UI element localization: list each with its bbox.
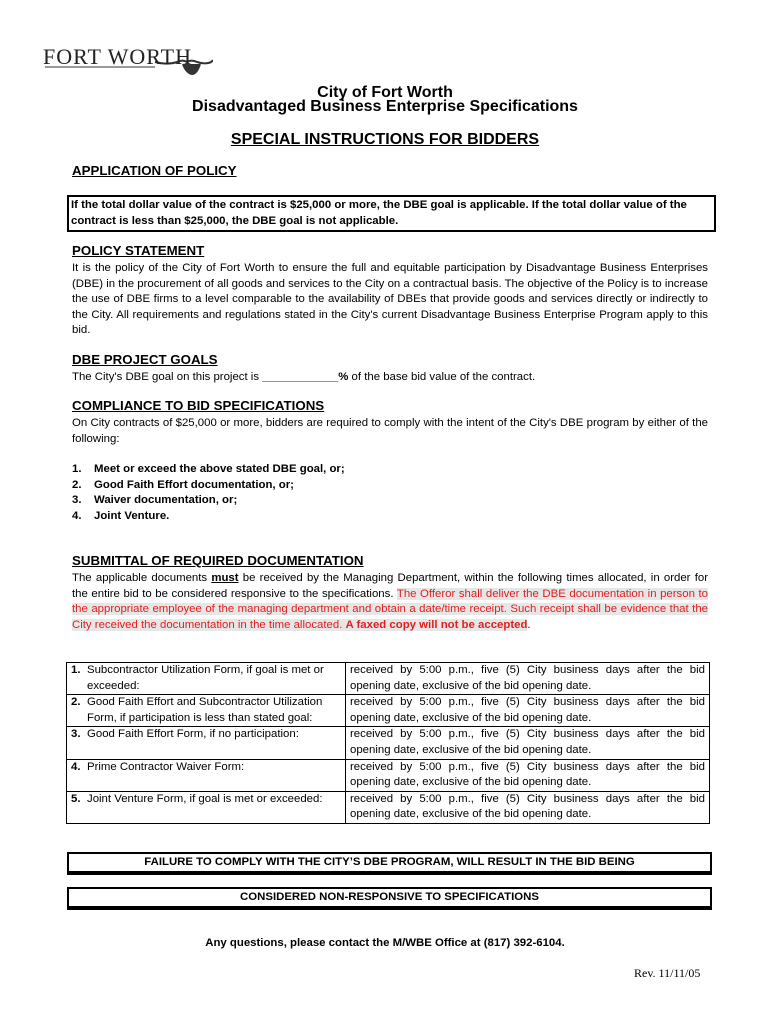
list-item: 2. Good Faith Effort documentation, or; [72, 478, 294, 491]
application-policy-box: If the total dollar value of the contract is $25,000 or more, the DBE goal is applicable. If the total dollar value of the contract is less than $25,000, the DBE goal is not applicable. [67, 195, 716, 232]
table-row: 5. Joint Venture Form, if goal is met or exceeded: received by 5:00 p.m., five (5) City business days after the bid opening date, exclusive of the bid opening date. [67, 791, 710, 823]
form-name: Good Faith Effort Form, if no participation: [87, 728, 299, 741]
list-item: 1. Meet or exceed the above stated DBE goal, or; [72, 463, 345, 475]
goal-percent-blank: ____________% [262, 371, 349, 383]
form-name: Subcontractor Utilization Form, if goal is met or exceeded: [87, 664, 324, 692]
goals-text-after: of the base bid value of the contract. [348, 371, 536, 383]
compliance-text: On City contracts of $25,000 or more, bidders are required to comply with the intent of the City's DBE program by either of the following: [72, 417, 708, 445]
submittal-heading: SUBMITTAL OF REQUIRED DOCUMENTATION [72, 553, 364, 568]
table-row: 2. Good Faith Effort and Subcontractor Utilization Form, if participation is less than stated goal: received by 5:00 p.m., five (5) City business days after the bid opening date, exclusive of the bid opening date. [67, 695, 710, 727]
fax-warning: A faxed copy will not be accepted [345, 618, 528, 631]
form-name: Joint Venture Form, if goal is met or exceeded: [87, 792, 323, 805]
delivery-requirement-highlight: The Offeror shall deliver the DBE documentation in person to the appropriate employee of the managing department and obtain a date/time receipt. Such receipt shall be evidence that the City received the documentation in the time allocated. A faxed copy will not be accepted [72, 587, 708, 631]
deadline: received by 5:00 p.m., five (5) City business days after the bid opening date, exclusive of the bid opening date. [350, 792, 705, 821]
contact-line: Any questions, please contact the M/WBE Office at (817) 392-6104. [205, 937, 565, 949]
goals-heading: DBE PROJECT GOALS [72, 352, 218, 367]
goals-text-before: The City's DBE goal on this project is [72, 371, 263, 383]
revision-date: Rev. 11/11/05 [634, 966, 701, 980]
submittal-text: The applicable documents must be received by the Managing Department, within the following times allocated, in order for the entire bid to be considered responsive to the specifications. The Offeror shall deliver the DBE documentation in person to the appropriate employee of the managing department and obtain a date/time receipt. Such receipt shall be evidence that the City received the documentation in the time allocated. A faxed copy will not be accepted. [72, 572, 708, 631]
policy-heading: POLICY STATEMENT [72, 243, 205, 258]
warning-bar-2: CONSIDERED NON-RESPONSIVE TO SPECIFICATIONS [67, 887, 712, 910]
deadline: received by 5:00 p.m., five (5) City business days after the bid opening date, exclusive of the bid opening date. [350, 760, 705, 789]
form-name: Prime Contractor Waiver Form: [87, 760, 245, 773]
compliance-options-list [72, 462, 345, 524]
goals-text [72, 370, 708, 386]
compliance-heading: COMPLIANCE TO BID SPECIFICATIONS [72, 398, 325, 413]
warning-bar-1: FAILURE TO COMPLY WITH THE CITY’S DBE PROGRAM, WILL RESULT IN THE BID BEING [67, 852, 712, 875]
instructions-title: SPECIAL INSTRUCTIONS FOR BIDDERS [230, 131, 540, 148]
list-item: 4. Joint Venture. [72, 509, 170, 522]
logo-text: FORT WORTH [43, 44, 192, 69]
table-row: 4. Prime Contractor Waiver Form: received by 5:00 p.m., five (5) City business days after the bid opening date, exclusive of the bid opening date. [67, 759, 710, 791]
deadline: received by 5:00 p.m., five (5) City business days after the bid opening date, exclusive of the bid opening date. [350, 728, 705, 756]
deadline: received by 5:00 p.m., five (5) City business days after the bid opening date, exclusive of the bid opening date. [350, 664, 705, 692]
policy-text: It is the policy of the City of Fort Worth to ensure the full and equitable participation by Disadvantage Business Enterprises (DBE) in the procurement of all goods and services to the City on a contractual basis. The objective of the Policy is to increase the use of DBE firms to a level comparable to the availability of DBEs that provide goods and services directly or indirectly to the City. All requirements and regulations stated in the City's current Disadvantage Business Enterprise Program apply to this bid. [72, 262, 708, 337]
list-item: 3. Waiver documentation, or; [72, 494, 238, 507]
table-row: 1. Subcontractor Utilization Form, if goal is met or exceeded: received by 5:00 p.m., five (5) City business days after the bid opening date, exclusive of the bid opening date. [67, 663, 710, 695]
form-name: Good Faith Effort and Subcontractor Utilization Form, if participation is less than stated goal: [87, 696, 323, 724]
city-title: City of Fort Worth [317, 84, 453, 101]
spec-title: Disadvantaged Business Enterprise Specifications [192, 98, 578, 115]
fort-worth-logo [43, 40, 213, 88]
deadline: received by 5:00 p.m., five (5) City business days after the bid opening date, exclusive of the bid opening date. [350, 696, 705, 724]
requirements-table [66, 662, 710, 824]
application-heading: APPLICATION OF POLICY [72, 163, 237, 178]
must-emphasis: must [211, 572, 239, 584]
table-row: 3. Good Faith Effort Form, if no participation: received by 5:00 p.m., five (5) City business days after the bid opening date, exclusive of the bid opening date. [67, 727, 710, 759]
